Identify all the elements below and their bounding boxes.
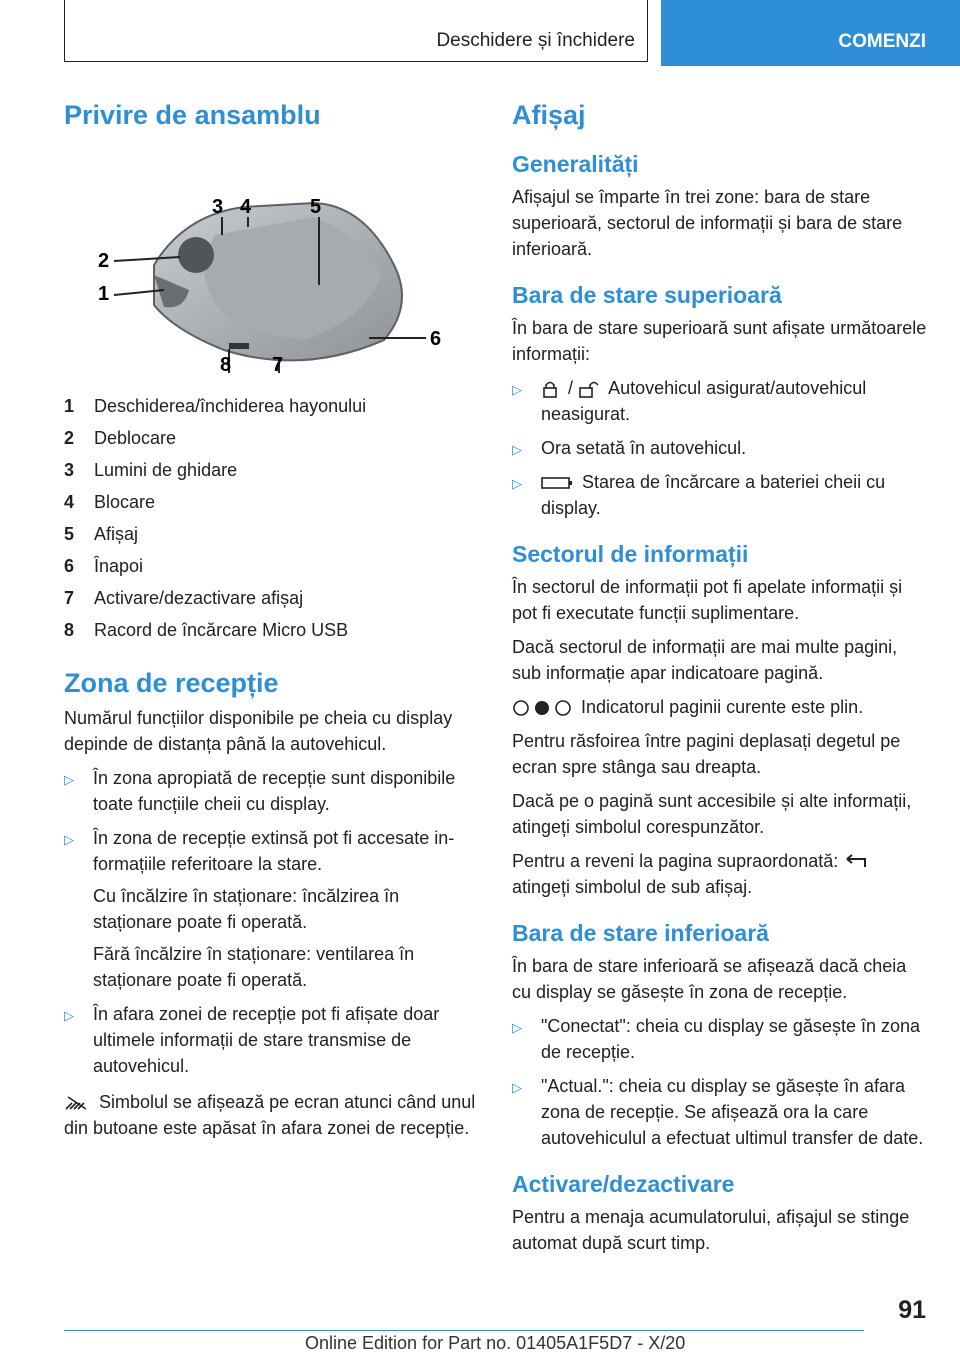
list-item: ▷ În afara zonei de recepție pot fi afișate doar ultimele informații de stare transmise de autovehicul. bbox=[64, 1004, 440, 1076]
legend-item: 8 Racord de încărcare Micro USB bbox=[64, 620, 349, 640]
general-text: Afișajul se împarte în trei zone: bara de stare superioară, sectorul de informații și bara de stare inferioară. bbox=[512, 187, 903, 259]
header-chapter-tab bbox=[661, 0, 960, 66]
legend-item: 1 Deschiderea/închiderea hayonului bbox=[64, 396, 367, 416]
legend-item: 7 Activare/dezactivare afișaj bbox=[64, 588, 304, 608]
battery-icon bbox=[541, 476, 573, 490]
header-section-title: Deschidere și închidere bbox=[436, 30, 635, 51]
upper-bar-list bbox=[512, 375, 928, 521]
figure-legend bbox=[64, 390, 478, 646]
key-display-illustration bbox=[64, 145, 478, 373]
activation-heading: Activare/dezactivare bbox=[512, 1171, 735, 1197]
header-chapter-label: COMENZI bbox=[838, 31, 926, 52]
back-arrow-icon bbox=[843, 853, 869, 871]
list-item: ▷ Ora setată în autovehicul. bbox=[512, 438, 747, 458]
info-text-5: Dacă pe o pagină sunt accesibile și alte informații, atingeți simbolul corespunzător. bbox=[512, 791, 912, 837]
legend-item: 4 Blocare bbox=[64, 492, 156, 512]
list-item: ▷ În zona apropiată de recepție sunt disponibile toate funcțiile cheii cu display. bbox=[64, 768, 456, 814]
heater-note: Cu încălzire în staționare: încălzirea în staționare poate fi operată. bbox=[93, 886, 400, 932]
info-text-4: Pentru răsfoirea între pagini deplasați degetul pe ecran spre stânga sau dreapta. bbox=[512, 731, 901, 777]
info-sector-heading: Sectorul de informații bbox=[512, 541, 749, 567]
list-item: ▷ "Actual.": cheia cu display se găsește în afara zona de recepție. Se afișează ora la care autovehiculul a efectuat ultimul transfer de date. bbox=[512, 1076, 924, 1148]
list-item: ▷ În zona de recepție extinsă pot fi accesate in-formațiile referitoare la stare. Cu încălzire în staționare: încălzirea în staționare poate fi operată. Fără încălzire în staționare: ventilarea în staționare poate fi operată. bbox=[64, 825, 478, 993]
icon-separator: / bbox=[568, 378, 574, 398]
footer-edition: Online Edition for Part no. 01405A1F5D7 - X/20 bbox=[305, 1333, 686, 1353]
lower-bar-list bbox=[512, 1013, 928, 1151]
info-text-2: Dacă sectorul de informații are mai multe pagini, sub informație apar indicatoare pagină. bbox=[512, 637, 898, 683]
callout-7: 7 bbox=[272, 354, 284, 373]
list-item: ▷ / Autovehicul asigurat/autovehicul neasigurat. bbox=[512, 378, 867, 424]
overview-heading: Privire de ansamblu bbox=[64, 100, 321, 130]
upper-bar-text: În bara de stare superioară sunt afișate următoarele informații: bbox=[512, 318, 927, 364]
list-item: ▷ "Conectat": cheia cu display se găsește în zona de recepție. bbox=[512, 1016, 921, 1062]
symbol-note: Simbolul se afișează pe ecran atunci când unul din butoane este apăsat în afara zonei de recepție. bbox=[64, 1092, 476, 1138]
footer-divider bbox=[64, 1330, 864, 1331]
zone-intro: Numărul funcțiilor disponibile pe cheia cu display depinde de distanța până la autovehicul. bbox=[64, 708, 453, 754]
key-usb-port bbox=[229, 343, 249, 349]
no-signal-icon bbox=[64, 1095, 90, 1111]
zone-list bbox=[64, 765, 478, 1079]
callout-3: 3 bbox=[212, 196, 224, 218]
list-item: ▷ Starea de încărcare a bateriei cheii cu display. bbox=[512, 472, 886, 518]
lower-bar-heading: Bara de stare inferioară bbox=[512, 920, 769, 946]
legend-item: 5 Afișaj bbox=[64, 524, 139, 544]
page-indicator-icon bbox=[512, 699, 572, 717]
callout-2: 2 bbox=[98, 250, 110, 272]
info-text-1: În sectorul de informații pot fi apelate informații și pot fi executate funcții suplimentare. bbox=[512, 577, 903, 623]
activation-text: Pentru a menaja acumulatorului, afișajul se stinge automat după scurt timp. bbox=[512, 1207, 910, 1253]
info-text-3: Indicatorul paginii curente este plin. bbox=[512, 694, 928, 720]
callout-8: 8 bbox=[220, 354, 232, 373]
left-column bbox=[64, 100, 478, 1149]
callout-6: 6 bbox=[430, 328, 442, 350]
lock-open-icon bbox=[578, 380, 600, 398]
lower-bar-text: În bara de stare inferioară se afișează dacă cheia cu display se găsește în zona de recepție. bbox=[512, 956, 907, 1002]
page-number: 91 bbox=[898, 1296, 926, 1324]
key-button-circle bbox=[178, 237, 214, 273]
ventilation-note: Fără încălzire în staționare: ventilarea în staționare poate fi operată. bbox=[93, 944, 415, 990]
callout-4: 4 bbox=[240, 196, 252, 218]
upper-bar-heading: Bara de stare superioară bbox=[512, 282, 782, 308]
zone-heading: Zona de recepție bbox=[64, 668, 279, 698]
general-heading: Generalități bbox=[512, 151, 639, 177]
legend-item: 3 Lumini de ghidare bbox=[64, 460, 238, 480]
callout-5: 5 bbox=[310, 196, 322, 218]
info-text-6: Pentru a reveni la pagina supraordonată: atingeți simbolul de sub afișaj. bbox=[512, 848, 928, 900]
legend-item: 2 Deblocare bbox=[64, 428, 177, 448]
header-section-box bbox=[64, 0, 648, 62]
legend-item: 6 Înapoi bbox=[64, 556, 144, 576]
callout-1: 1 bbox=[98, 283, 110, 305]
right-column bbox=[512, 100, 928, 1264]
display-heading: Afișaj bbox=[512, 100, 586, 130]
lock-closed-icon bbox=[541, 380, 559, 398]
